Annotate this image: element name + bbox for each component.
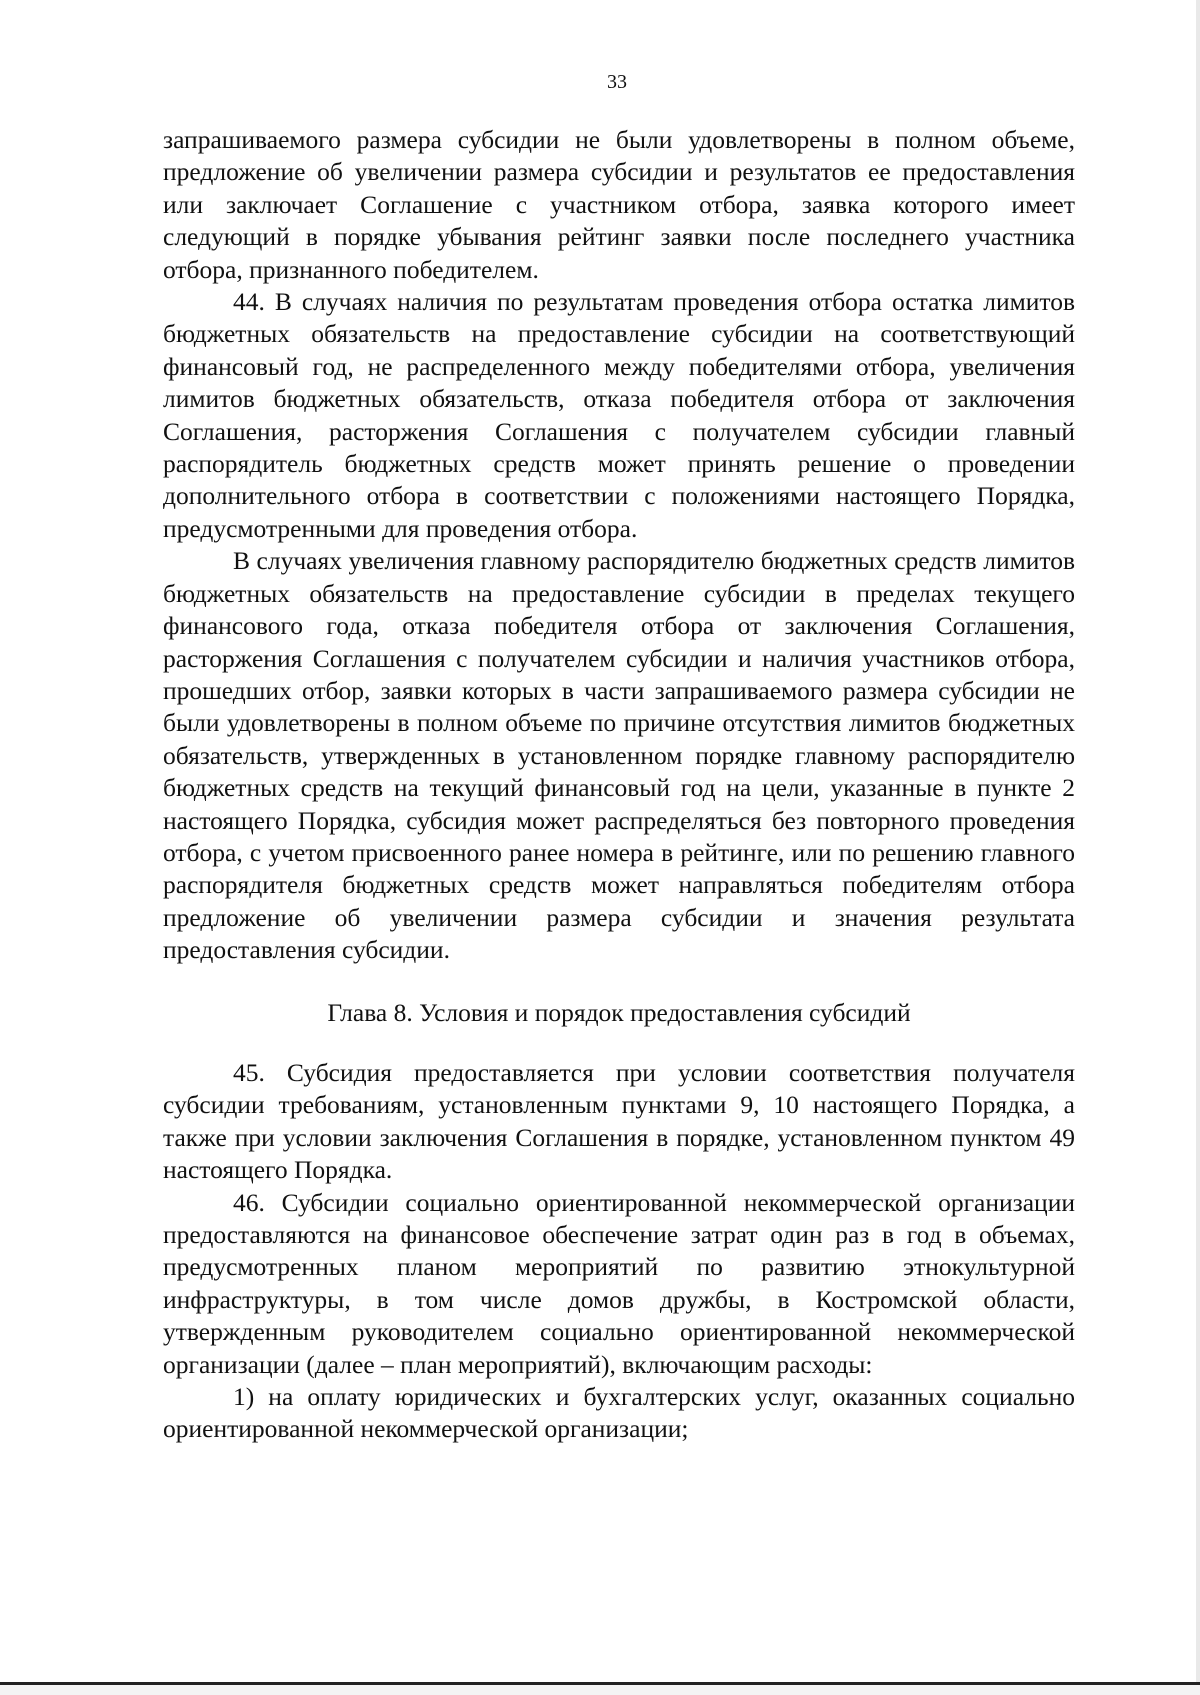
paragraph-45: 45. Субсидия предоставляется при условии соответствия получателя субсидии требованиям, установленным пунктами 9, 10 настоящего Порядка, а также при условии заключения Соглашения в порядке, установленном пунктом 49 настоящего Порядка. — [163, 1057, 1075, 1185]
scan-bottom-shadow — [0, 1685, 1200, 1695]
paragraph-46-item-1: 1) на оплату юридических и бухгалтерских услуг, оказанных социально ориентированной некоммерческой организации; — [163, 1382, 1075, 1444]
paragraph-46: 46. Субсидии социально ориентированной некоммерческой организации предоставляются на финансовое обеспечение затрат один раз в год в объемах, предусмотренных планом мероприятий по развитию этнокультурной инфраструктуры, в том числе домов дружбы, в Костромской области, утвержденным руководителем социально ориентированной некоммерческой организации (далее – план мероприятий), включающим расходы: — [163, 1187, 1075, 1379]
page-edge-shadow — [1196, 0, 1200, 1682]
page-number: 33 — [607, 71, 627, 93]
document-body — [163, 124, 1075, 1446]
chapter-heading: Глава 8. Условия и порядок предоставления субсидий — [327, 997, 911, 1027]
paragraph-44-second: В случаях увеличения главному распорядителю бюджетных средств лимитов бюджетных обязательств на предоставление субсидии в пределах текущего финансового года, отказа победителя отбора от заключения Соглашения, расторжения Соглашения с получателем субсидии и наличия участников отбора, прошедших отбор, заявки которых в части запрашиваемого размера субсидии не были удовлетворены в полном объеме по причине отсутствия лимитов бюджетных обязательств, утвержденных в установленном порядке главному распорядителю бюджетных средств на текущий финансовый год на цели, указанные в пункте 2 настоящего Порядка, субсидия может распределяться без повторного проведения отбора, с учетом присвоенного ранее номера в рейтинге, или по решению главного распорядителя бюджетных средств может направляться победителям отбора предложение об увеличении размера субсидии и значения результата предоставления субсидии. — [163, 546, 1075, 965]
paragraph-44: 44. В случаях наличия по результатам проведения отбора остатка лимитов бюджетных обязательств на предоставление субсидии на соответствующий финансовый год, не распределенного между победителями отбора, увеличения лимитов бюджетных обязательств, отказа победителя отбора от заключения Соглашения, расторжения Соглашения с получателем субсидии главный распорядитель бюджетных средств может принять решение о проведении дополнительного отбора в соответствии с положениями настоящего Порядка, предусмотренными для проведения отбора. — [163, 287, 1075, 543]
paragraph-continued: запрашиваемого размера субсидии не были удовлетворены в полном объеме, предложение об увеличении размера субсидии и результатов ее предоставления или заключает Соглашение с участником отбора, заявка которого имеет следующий в порядке убывания рейтинг заявки после последнего участника отбора, признанного победителем. — [163, 125, 1075, 284]
